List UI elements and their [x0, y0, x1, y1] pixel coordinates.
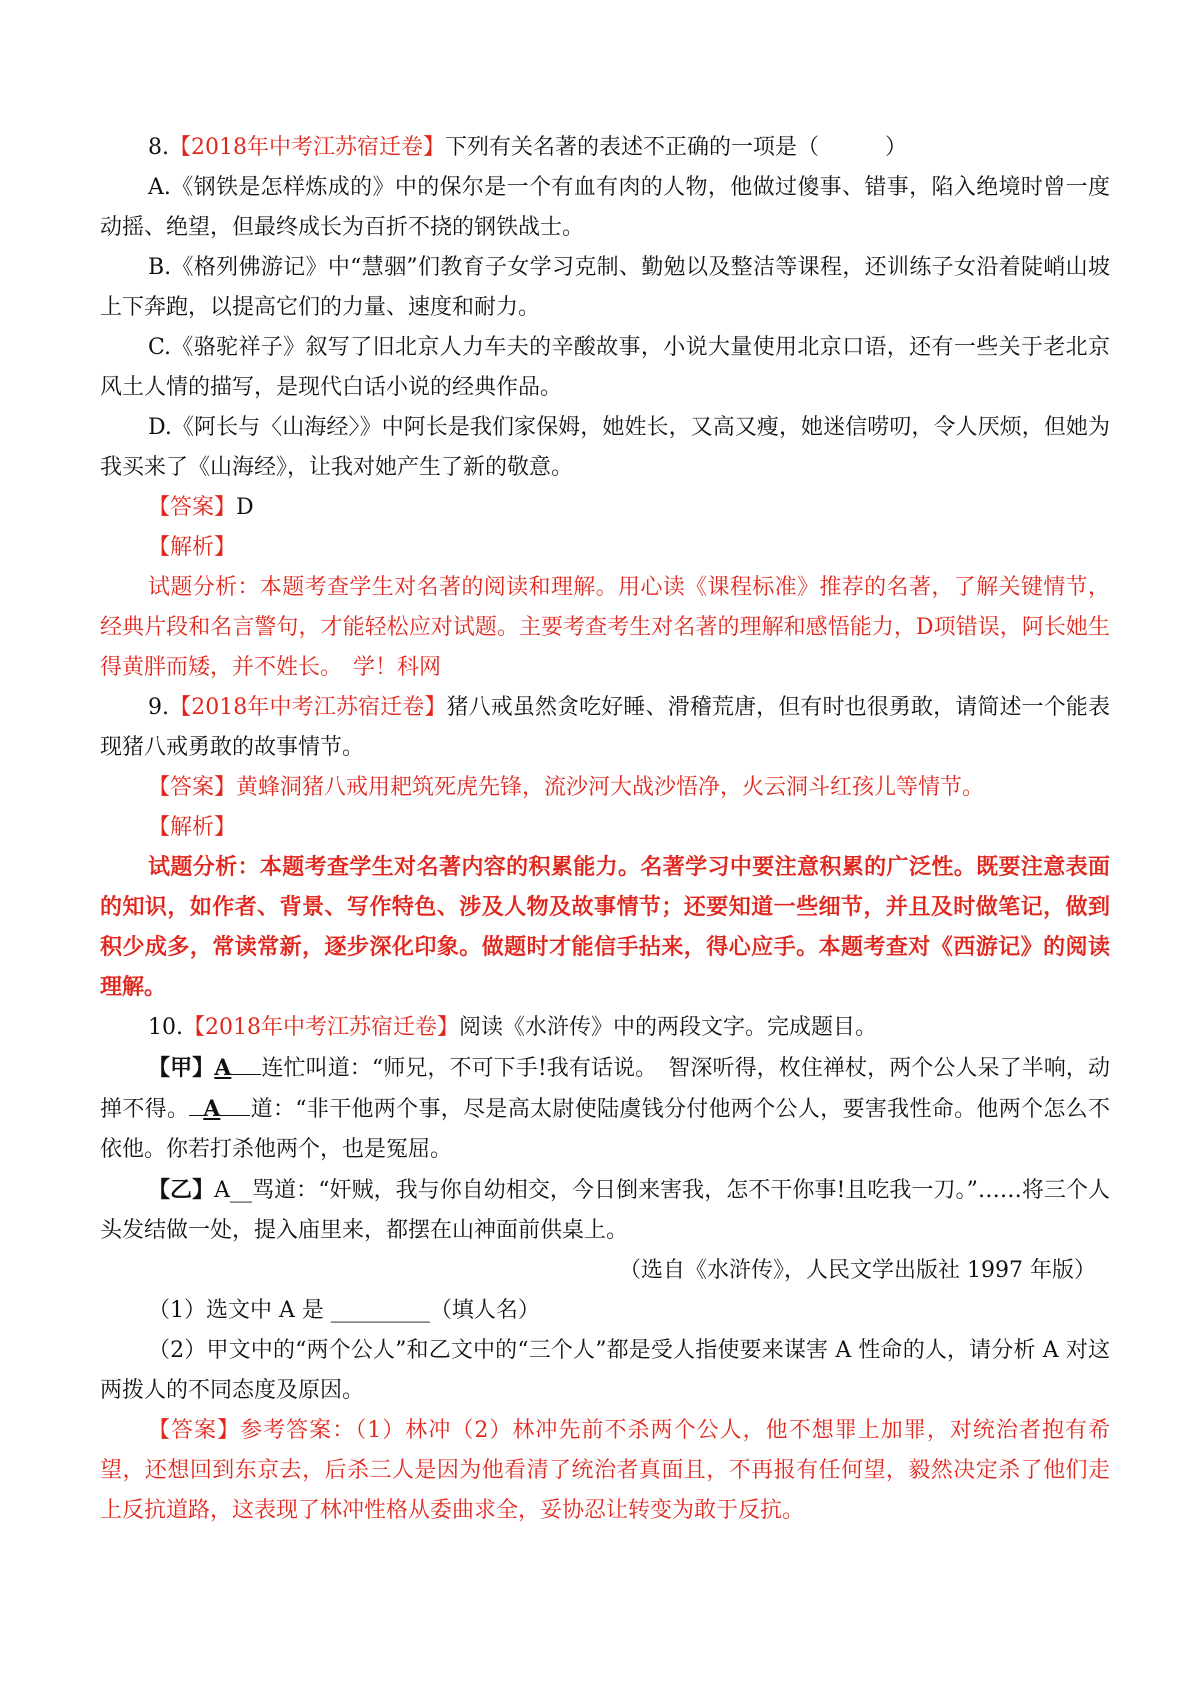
- q10-number: 10.: [148, 1015, 183, 1040]
- q8-option-a: A.《钢铁是怎样炼成的》中的保尔是一个有血有肉的人物，他做过傻事、错事，陷入绝境时曾一度动摇、绝望，但最终成长为百折不挠的钢铁战士。: [100, 175, 1110, 240]
- q8-option-c: C.《骆驼祥子》叙写了旧北京人力车夫的辛酸故事，小说大量使用北京口语，还有一些关于老北京风土人情的描写，是现代白话小说的经典作品。: [100, 335, 1110, 400]
- q8-stem: [100, 128, 1110, 168]
- q9-analysis-heading: [100, 808, 1110, 848]
- q10-jia-blank-a1: A: [214, 1055, 232, 1081]
- q10-yi-tag: 【乙】: [148, 1177, 215, 1203]
- q8-answer-value: D: [236, 495, 254, 520]
- q10-jia-blank-a2: A: [203, 1096, 221, 1122]
- q9-source-tag: 【2018年中考江苏宿迁卷】: [169, 695, 447, 720]
- q8-answer-tag: 【答案】: [148, 495, 237, 520]
- q10-jia-blank-line2a: [189, 1115, 203, 1116]
- q9-answer-tag: 【答案】: [148, 775, 237, 800]
- q8-number: 8.: [148, 135, 169, 160]
- q10-jia-text1: 连忙叫道：“师兄，不可下手!我有话说。 智深听得，枚住禅杖，两个公人呆了半响，动掸不得。: [100, 1056, 1110, 1122]
- q9-stem: [100, 688, 1110, 768]
- q8-answer: [100, 488, 1110, 528]
- q10-answer-tag: 【答案】: [148, 1418, 241, 1443]
- q8-analysis-tag: 【解析】: [148, 535, 237, 560]
- q9-analysis: 试题分析：本题考查学生对名著内容的积累能力。名著学习中要注意积累的广泛性。既要注意表面的知识，如作者、背景、写作特色、涉及人物及故事情节；还要知道一些细节，并且及时做笔记，做到积少成多，常读常新，逐步深化印象。做题时才能信手拈来，得心应手。本题考查对《西游记》的阅读理解。: [100, 855, 1110, 1000]
- q10-source-tag: 【2018年中考江苏宿迁卷】: [183, 1015, 459, 1040]
- q8-analysis-heading: [100, 528, 1110, 568]
- q8-question: 下列有关名著的表述不正确的一项是（ ）: [445, 135, 908, 160]
- q8-option-d: D.《阿长与〈山海经〉》中阿长是我们家保姆，她姓长，又高又瘦，她迷信唠叨，令人厌烦，但她为我买来了《山海经》，让我对她产生了新的敬意。: [100, 415, 1110, 480]
- q10-jia-tag: 【甲】: [148, 1055, 215, 1081]
- document-body: [100, 128, 1110, 1531]
- q10-jia-blank-line1: [231, 1074, 261, 1075]
- q9-number: 9.: [148, 695, 169, 720]
- q10-sub2: （2）甲文中的“两个公人”和乙文中的“三个人”都是受人指使要来谋害 A 性命的人，请分析 A 对这两拨人的不同态度及原因。: [100, 1338, 1110, 1403]
- q9-question: 猪八戒虽然贪吃好睡、滑稽荒唐，但有时也很勇敢，请简述一个能表现猪八戒勇敢的故事情节。: [100, 695, 1110, 760]
- q10-question: 阅读《水浒传》中的两段文字。完成题目。: [459, 1015, 878, 1040]
- q10-passage-jia: [100, 1048, 1110, 1170]
- q8-source-tag: 【2018年中考江苏宿迁卷】: [169, 135, 445, 160]
- q10-answer-value: 参考答案：（1）林冲（2）林冲先前不杀两个公人，他不想罪上加罪，对统治者抱有希望，还想回到东京去，后杀三人是因为他看清了统治者真面且，不再报有任何望，毅然决定杀了他们走上反抗道路，这表现了林冲性格从委曲求全，妥协忍让转变为敢于反抗。: [100, 1418, 1110, 1523]
- q10-jia-blank-line2b: [220, 1115, 250, 1116]
- q8-analysis: 试题分析：本题考查学生对名著的阅读和理解。用心读《课程标准》推荐的名著，了解关键情节，经典片段和名言警句，才能轻松应对试题。主要考查考生对名著的理解和感悟能力，D项错误，阿长她生得黄胖而矮，并不姓长。 学！科网: [100, 575, 1110, 680]
- q10-answer: [100, 1411, 1110, 1531]
- q10-passage-yi: [100, 1170, 1110, 1251]
- q8-option-b: B.《格列佛游记》中“慧骃”们教育子女学习克制、勤勉以及整洁等课程，还训练子女沿着陡峭山坡上下奔跑，以提高它们的力量、速度和耐力。: [100, 255, 1110, 320]
- q9-analysis-tag: 【解析】: [148, 815, 237, 840]
- q10-jia-text2: 道：“非干他两个事，尽是高太尉使陆虞钱分付他两个公人，要害我性命。他两个怎么不依他。你若打杀他两个，也是冤屈。: [100, 1097, 1110, 1162]
- q10-source-citation: （选自《水浒传》，人民文学出版社 1997 年版）: [619, 1258, 1096, 1283]
- q9-answer-value: 黄蜂洞猪八戒用耙筑死虎先锋，流沙河大战沙悟净，火云洞斗红孩儿等情节。: [236, 775, 985, 800]
- q10-sub1: （1）选文中 A 是 _________（填人名）: [148, 1298, 540, 1323]
- q10-yi-text: A__骂道：“奸贼，我与你自幼相交，今日倒来害我，怎不干你事!且吃我一刀。”……将三个人头发结做一处，提入庙里来，都摆在山神面前供桌上。: [100, 1178, 1110, 1243]
- q9-answer: [100, 768, 1110, 808]
- q10-stem: [100, 1008, 1110, 1048]
